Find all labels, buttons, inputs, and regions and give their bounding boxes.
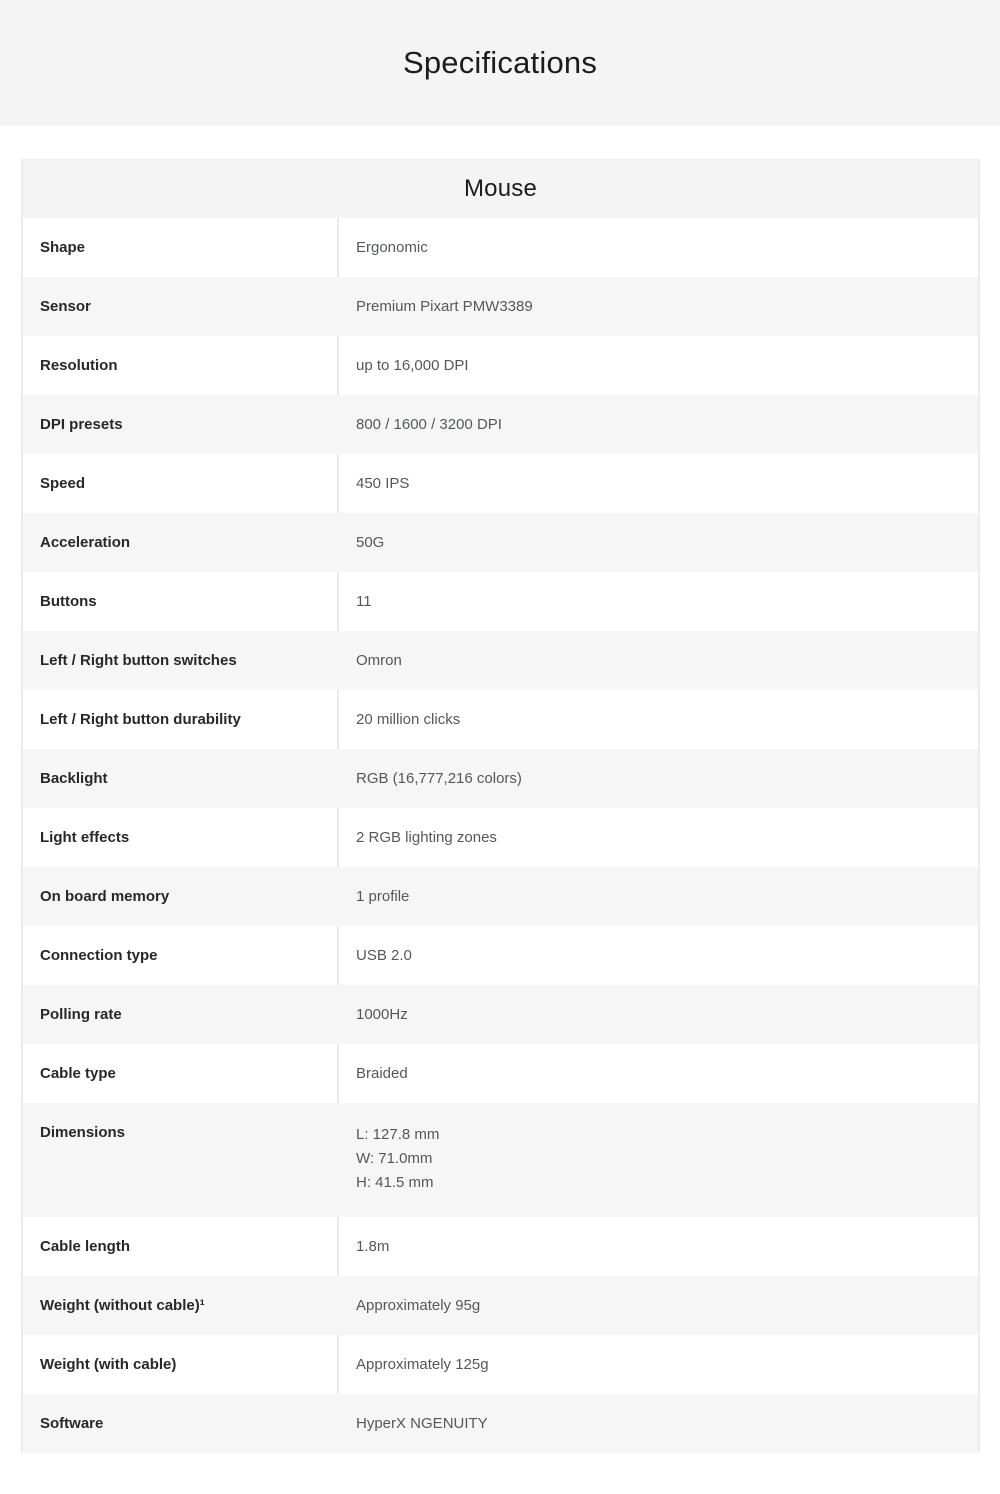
spec-value: HyperX NGENUITY	[356, 1414, 488, 1432]
spec-row	[23, 336, 978, 395]
spec-row	[23, 513, 978, 572]
spec-label: Cable length	[40, 1237, 131, 1255]
spec-label: Speed	[40, 474, 86, 492]
spec-label: Light effects	[40, 828, 130, 846]
spec-row	[23, 985, 978, 1044]
spec-row	[23, 926, 978, 985]
spec-row	[23, 1394, 978, 1453]
spec-row	[23, 454, 978, 513]
spec-label: Resolution	[40, 356, 118, 374]
spec-row	[23, 631, 978, 690]
spec-label: Sensor	[40, 297, 91, 315]
spec-row	[23, 1217, 978, 1276]
spec-value: 800 / 1600 / 3200 DPI	[356, 415, 502, 433]
spec-value-line: H: 41.5 mm	[356, 1174, 434, 1191]
spec-value-lines	[356, 1123, 439, 1195]
spec-value: Ergonomic	[337, 218, 978, 277]
spec-label: On board memory	[40, 887, 170, 905]
spec-table-body	[23, 218, 978, 1453]
spec-value	[337, 1103, 978, 1217]
spec-label: Connection type	[40, 946, 158, 964]
spec-row	[23, 1044, 978, 1103]
spec-label: Backlight	[40, 769, 108, 787]
spec-label: DPI presets	[40, 415, 123, 433]
spec-value: Approximately 95g	[356, 1296, 481, 1314]
spec-value: 20 million clicks	[337, 690, 978, 749]
spec-label: Weight (with cable)	[40, 1355, 177, 1373]
spec-table-header	[23, 160, 978, 218]
spec-row	[23, 277, 978, 336]
spec-row	[23, 808, 978, 867]
spec-value: Braided	[337, 1044, 978, 1103]
spec-value: Premium Pixart PMW3389	[356, 297, 533, 315]
spec-value: up to 16,000 DPI	[337, 336, 978, 395]
spec-value: 1000Hz	[356, 1005, 408, 1023]
spec-label: Polling rate	[40, 1005, 122, 1023]
spec-label: Left / Right button durability	[40, 710, 241, 728]
spec-row	[23, 218, 978, 277]
spec-value-line: W: 71.0mm	[356, 1150, 433, 1167]
spec-value: Omron	[356, 651, 402, 669]
spec-table	[21, 159, 980, 1453]
spec-label: Dimensions	[40, 1124, 126, 1141]
spec-value: 50G	[356, 533, 385, 551]
spec-value: 450 IPS	[337, 454, 978, 513]
spec-label: Cable type	[40, 1064, 116, 1082]
spec-row	[23, 749, 978, 808]
spec-value: Approximately 125g	[337, 1335, 978, 1394]
spec-label: Weight (without cable)¹	[40, 1296, 205, 1314]
spec-value: 1.8m	[337, 1217, 978, 1276]
spec-value: RGB (16,777,216 colors)	[356, 769, 522, 787]
spec-row	[23, 1103, 978, 1217]
spec-row	[23, 395, 978, 454]
spec-label: Buttons	[40, 592, 97, 610]
spec-table-title: Mouse	[463, 175, 538, 202]
spec-value-line: L: 127.8 mm	[356, 1126, 440, 1143]
spec-label: Left / Right button switches	[40, 651, 237, 669]
spec-row	[23, 1276, 978, 1335]
specifications-header-band	[0, 0, 1000, 126]
spec-value: 2 RGB lighting zones	[337, 808, 978, 867]
spec-value: 11	[337, 572, 978, 631]
spec-label: Shape	[40, 238, 86, 256]
spec-row	[23, 690, 978, 749]
spec-value: 1 profile	[356, 887, 410, 905]
page-title: Specifications	[402, 45, 598, 80]
spec-row	[23, 1335, 978, 1394]
spec-value: USB 2.0	[337, 926, 978, 985]
spec-row	[23, 572, 978, 631]
spec-label: Software	[40, 1414, 104, 1432]
spec-label: Acceleration	[40, 533, 131, 551]
spec-row	[23, 867, 978, 926]
